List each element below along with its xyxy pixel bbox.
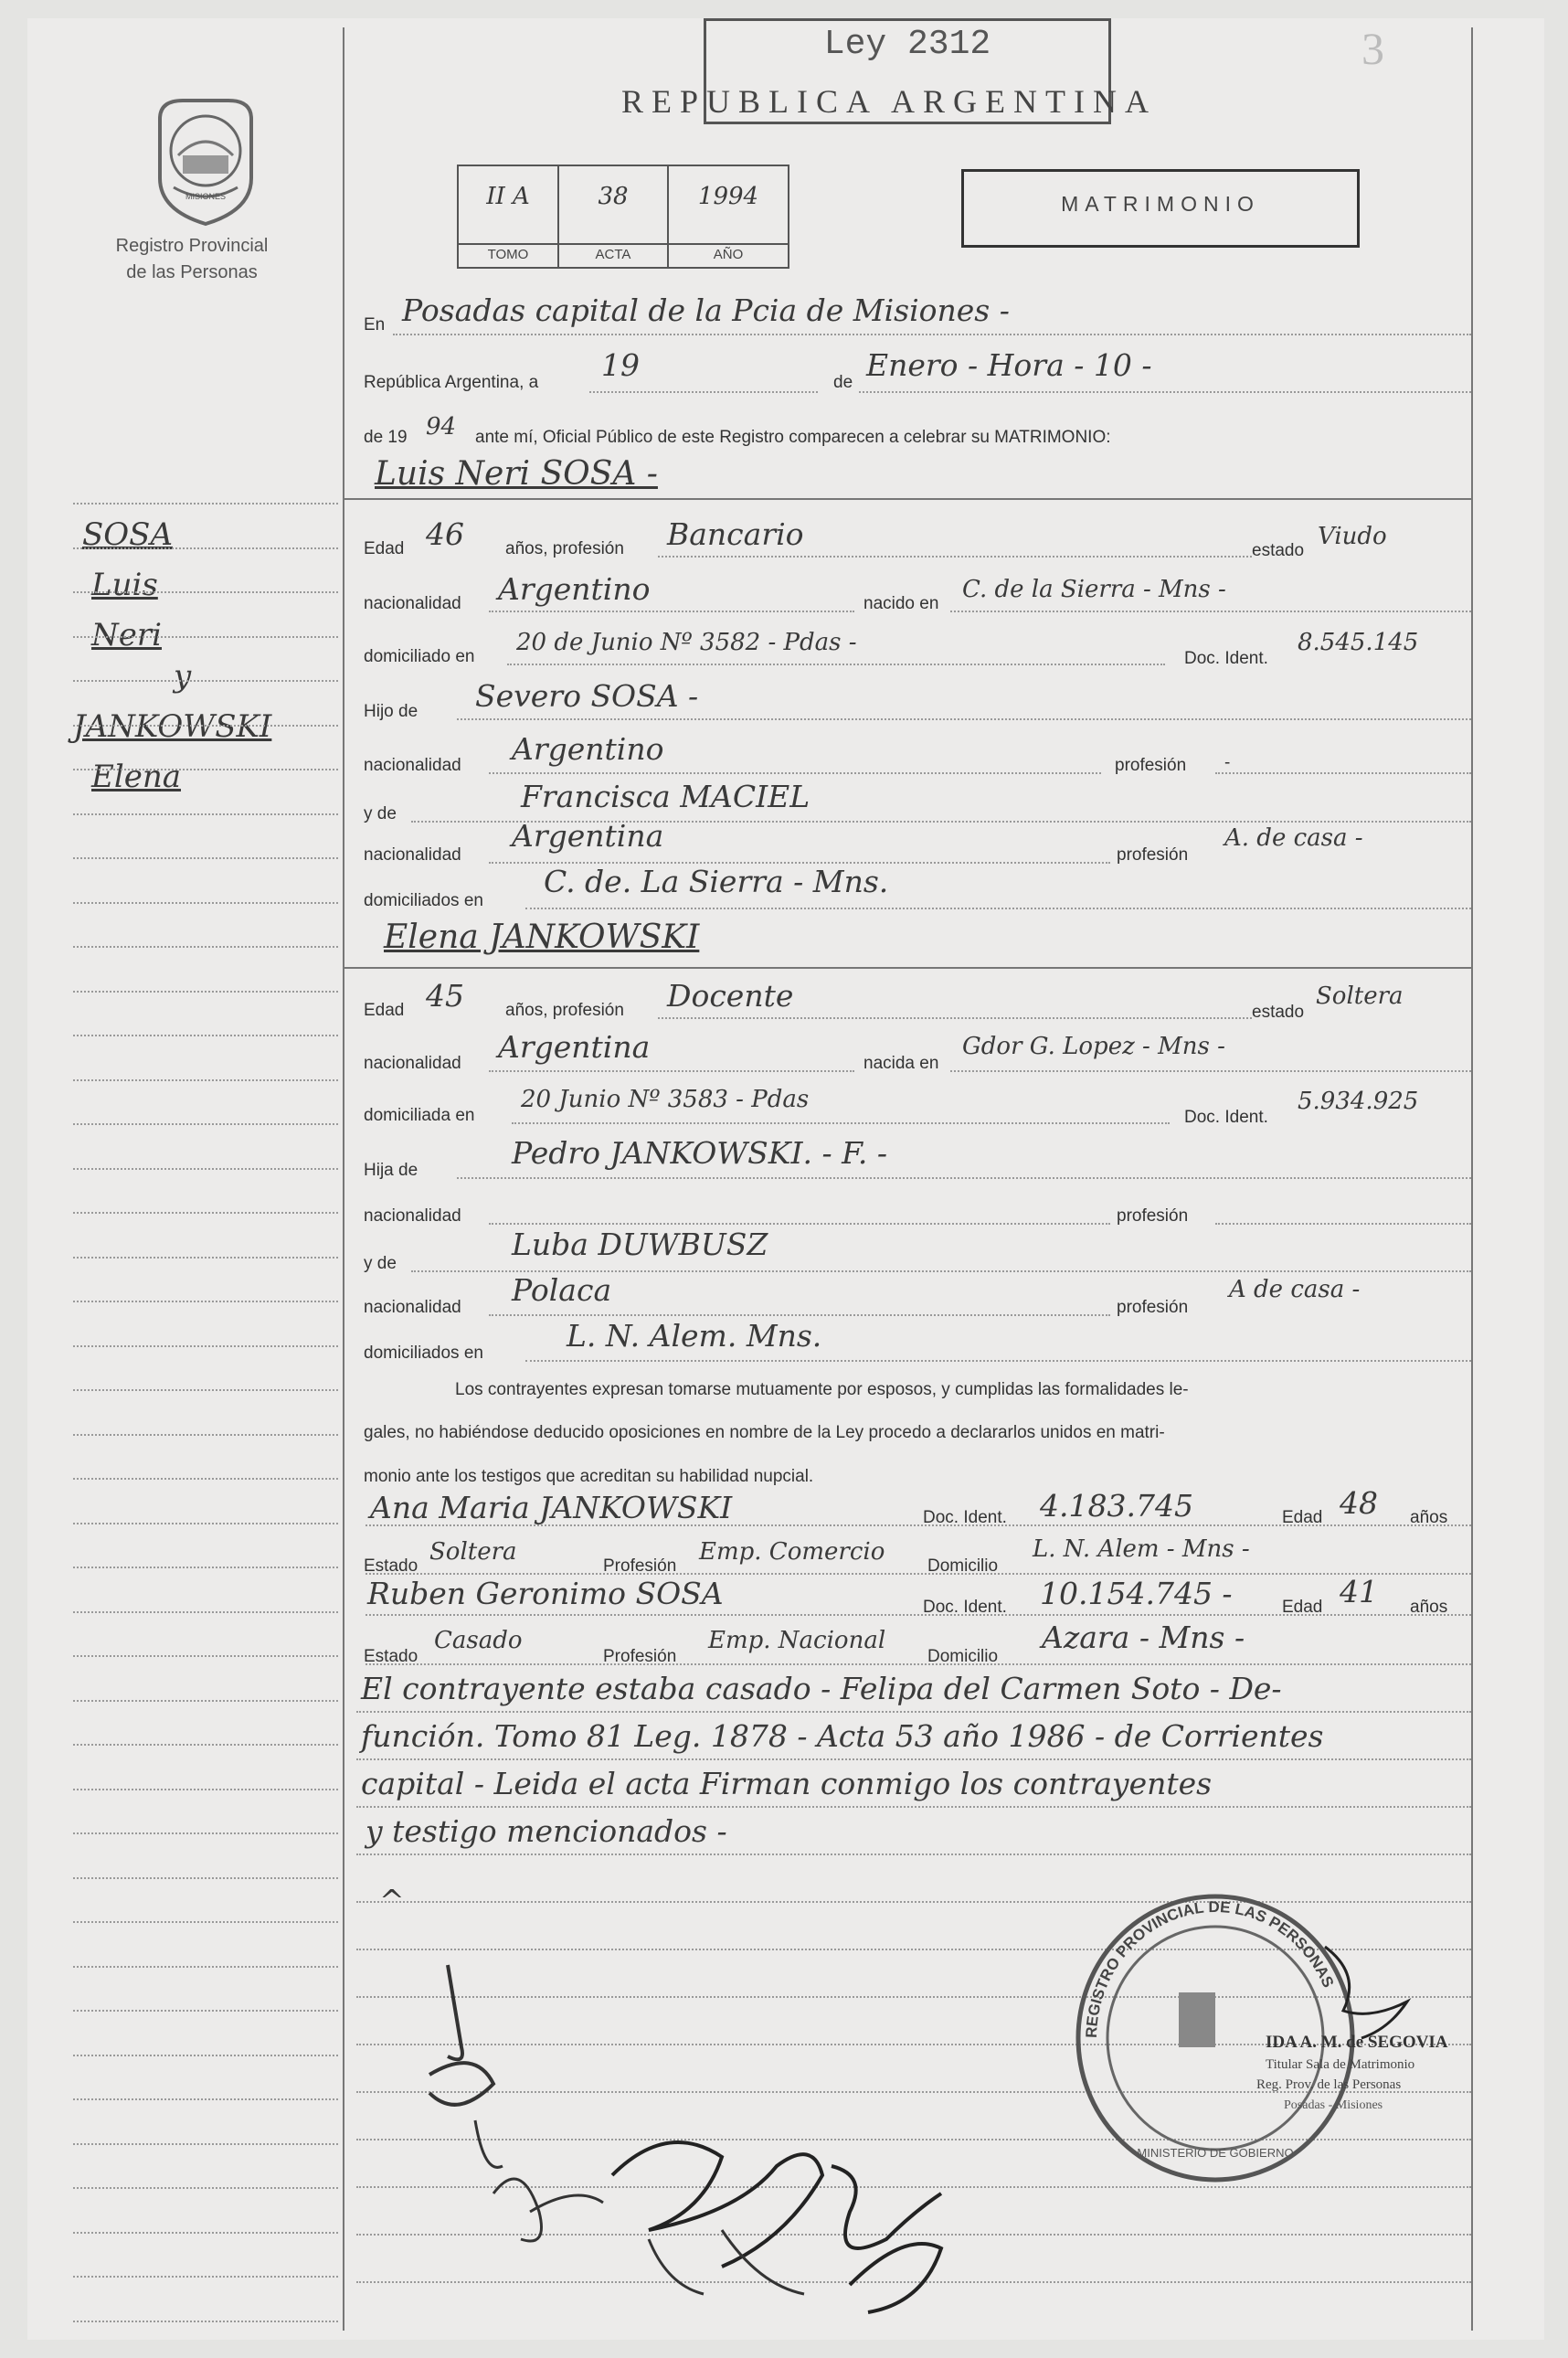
witness1-profesion: Emp. Comercio bbox=[699, 1538, 885, 1566]
margin-ruled-line bbox=[73, 1123, 338, 1125]
groom-mother-nac-label: nacionalidad bbox=[364, 845, 461, 865]
bride-father-line bbox=[457, 1177, 1471, 1179]
groom-father-nac: Argentino bbox=[512, 731, 664, 767]
bride-nacida-line bbox=[950, 1070, 1471, 1072]
bride-parents-dom-label: domiciliados en bbox=[364, 1344, 483, 1363]
margin-ruled-line bbox=[73, 2276, 338, 2278]
margin-ruled-line bbox=[73, 857, 338, 859]
margin-conjunction: y bbox=[174, 658, 192, 695]
note-line-4: y testigo mencionados - bbox=[366, 1813, 727, 1849]
witness2-estado-label: Estado bbox=[364, 1647, 418, 1666]
bride-edad: 45 bbox=[426, 978, 464, 1014]
margin-ruled-line bbox=[73, 1168, 338, 1170]
declaration-line3: monio ante los testigos que acreditan su habilidad nupcial. bbox=[364, 1467, 814, 1486]
witness2-estado: Casado bbox=[434, 1627, 523, 1654]
left-column-rule bbox=[343, 27, 344, 2331]
groom-edad-label: Edad bbox=[364, 539, 405, 558]
groom-father-prof-line bbox=[1215, 772, 1471, 774]
witness2-edad: 41 bbox=[1340, 1574, 1378, 1609]
margin-first-name-groom: Luis bbox=[91, 567, 158, 603]
margin-first-name-bride: Elena bbox=[91, 759, 181, 795]
margin-ruled-line bbox=[73, 902, 338, 904]
witness2-domicilio: Azara - Mns - bbox=[1042, 1620, 1245, 1655]
bride-mother: Luba DUWBUSZ bbox=[512, 1227, 768, 1262]
tomo-cell bbox=[459, 166, 559, 267]
ley-stamp-text: Ley 2312 bbox=[823, 25, 991, 64]
groom-domicilio: 20 de Junio Nº 3582 - Pdas - bbox=[516, 629, 857, 656]
witness1-estado-label: Estado bbox=[364, 1556, 418, 1576]
ano-label: AÑO bbox=[669, 243, 788, 265]
margin-ruled-line bbox=[73, 725, 338, 727]
margin-ruled-line bbox=[73, 1921, 338, 1923]
svg-text:Reg. Prov. de las Personas: Reg. Prov. de las Personas bbox=[1256, 2077, 1402, 2092]
groom-profesion-line bbox=[658, 556, 1252, 558]
bride-doc: 5.934.925 bbox=[1298, 1088, 1419, 1115]
bride-yde-label: y de bbox=[364, 1254, 397, 1273]
appearance-statement: ante mí, Oficial Público de este Registro comparecen a celebrar su MATRIMONIO: bbox=[475, 428, 1111, 447]
bride-doc-label: Doc. Ident. bbox=[1184, 1108, 1268, 1127]
margin-ruled-line bbox=[73, 1523, 338, 1524]
witness2-domicilio-label: Domicilio bbox=[927, 1647, 999, 1666]
declaration-line1: Los contrayentes expresan tomarse mutuamente por esposos, y cumplidas las formalidades le- bbox=[455, 1380, 1189, 1399]
groom-parents-dom-label: domiciliados en bbox=[364, 891, 483, 910]
ano-cell bbox=[669, 166, 788, 267]
witness1-profesion-label: Profesión bbox=[603, 1556, 677, 1576]
day-line bbox=[589, 391, 818, 393]
margin-ruled-line bbox=[73, 1744, 338, 1746]
margin-ruled-line bbox=[73, 2321, 338, 2322]
bride-father: Pedro JANKOWSKI. - F. - bbox=[512, 1135, 887, 1171]
margin-ruled-line bbox=[73, 769, 338, 770]
margin-ruled-line bbox=[73, 946, 338, 948]
ano-value: 1994 bbox=[697, 183, 759, 210]
bride-father-prof-line bbox=[1215, 1223, 1471, 1225]
groom-nacido-label: nacido en bbox=[863, 594, 939, 613]
groom-father-nac-line bbox=[489, 772, 1101, 774]
republica-label: República Argentina, a bbox=[364, 373, 539, 392]
witness2-name: Ruben Geronimo SOSA bbox=[367, 1576, 724, 1611]
note-rule-3 bbox=[356, 1806, 1471, 1808]
groom-parents-dom-line bbox=[525, 908, 1471, 909]
margin-ruled-line bbox=[73, 1966, 338, 1968]
note-rule-2 bbox=[356, 1758, 1471, 1760]
margin-ruled-line bbox=[73, 2232, 338, 2234]
bride-father-nac-label: nacionalidad bbox=[364, 1206, 461, 1226]
margin-surname-groom: SOSA bbox=[82, 516, 174, 553]
margin-ruled-line bbox=[73, 1434, 338, 1436]
tomo-label: TOMO bbox=[459, 243, 557, 265]
groom-father: Severo SOSA - bbox=[475, 678, 699, 714]
witness2-edad-label: Edad bbox=[1282, 1598, 1323, 1617]
bride-anos-profesion-label: años, profesión bbox=[505, 1001, 624, 1020]
tomo-value: II A bbox=[486, 183, 530, 210]
groom-doc: 8.545.145 bbox=[1298, 629, 1419, 656]
svg-text:Titular Sala de Matrimonio: Titular Sala de Matrimonio bbox=[1266, 2057, 1415, 2072]
margin-ruled-line bbox=[73, 1389, 338, 1391]
bride-nacida-en: Gdor G. Lopez - Mns - bbox=[962, 1033, 1225, 1060]
bride-edad-label: Edad bbox=[364, 1001, 405, 1020]
groom-name-line bbox=[343, 498, 1471, 500]
place-value: Posadas capital de la Pcia de Misiones - bbox=[402, 292, 1010, 328]
groom-doc-label: Doc. Ident. bbox=[1184, 649, 1268, 668]
bride-nacionalidad-line bbox=[489, 1070, 854, 1072]
margin-ruled-line bbox=[73, 1079, 338, 1081]
groom-father-nac-label: nacionalidad bbox=[364, 756, 461, 775]
margin-ruled-line bbox=[73, 2098, 338, 2100]
de-label: de bbox=[833, 373, 853, 392]
margin-ruled-line bbox=[73, 636, 338, 638]
note-rule-4 bbox=[356, 1853, 1471, 1855]
matrimonio-box bbox=[961, 169, 1360, 248]
groom-father-prof-label: profesión bbox=[1115, 756, 1187, 775]
groom-nacido-line bbox=[950, 611, 1471, 612]
bride-nacionalidad-label: nacionalidad bbox=[364, 1054, 461, 1073]
bride-name: Elena JANKOWSKI bbox=[384, 919, 700, 956]
en-label: En bbox=[364, 315, 386, 335]
svg-text:IDA A. M. de SEGOVIA: IDA A. M. de SEGOVIA bbox=[1266, 2033, 1448, 2052]
bride-mother-nac-label: nacionalidad bbox=[364, 1298, 461, 1317]
margin-ruled-line bbox=[73, 1567, 338, 1568]
groom-nacionalidad-label: nacionalidad bbox=[364, 594, 461, 613]
signature-caret: ^ bbox=[379, 1883, 405, 1918]
groom-name: Luis Neri SOSA - bbox=[375, 455, 658, 493]
bride-mother-prof-label: profesión bbox=[1117, 1298, 1189, 1317]
month-line bbox=[859, 391, 1471, 393]
day-value: 19 bbox=[601, 347, 640, 383]
groom-nacionalidad: Argentino bbox=[498, 571, 651, 607]
registry-label bbox=[46, 233, 338, 286]
bride-estado-label: estado bbox=[1252, 1003, 1305, 1022]
matrimonio-label: MATRIMONIO bbox=[1061, 192, 1260, 216]
year-prefix: de 19 bbox=[364, 428, 408, 447]
witness2-line2 bbox=[366, 1663, 1471, 1665]
registry-label-line1: Registro Provincial bbox=[115, 236, 269, 256]
witness1-anos-label: años bbox=[1410, 1508, 1448, 1527]
groom-domiciliado-label: domiciliado en bbox=[364, 647, 475, 666]
acta-cell bbox=[559, 166, 669, 267]
witness1-doc: 4.183.745 bbox=[1040, 1488, 1193, 1524]
note-line-1: El contrayente estaba casado - Felipa del Carmen Soto - De- bbox=[361, 1671, 1282, 1706]
margin-ruled-line bbox=[73, 1877, 338, 1879]
witness1-line2 bbox=[366, 1573, 1471, 1575]
margin-ruled-line bbox=[73, 1832, 338, 1834]
bride-domiciliada-label: domiciliada en bbox=[364, 1106, 475, 1125]
margin-ruled-line bbox=[73, 1700, 338, 1702]
margin-ruled-line bbox=[73, 591, 338, 593]
margin-ruled-line bbox=[73, 1035, 338, 1036]
signatures-scribble bbox=[393, 1938, 987, 2321]
svg-text:Posadas - Misiones: Posadas - Misiones bbox=[1284, 2098, 1383, 2112]
groom-father-prof: - bbox=[1224, 753, 1231, 772]
bride-name-line bbox=[343, 967, 1471, 969]
witness1-doc-label: Doc. Ident. bbox=[923, 1508, 1007, 1527]
margin-ruled-line bbox=[73, 1789, 338, 1790]
witness2-profesion: Emp. Nacional bbox=[708, 1627, 886, 1654]
tomo-acta-ano-box bbox=[457, 165, 789, 269]
margin-ruled-line bbox=[73, 547, 338, 549]
right-column-rule bbox=[1471, 27, 1473, 2331]
witness1-line1 bbox=[366, 1524, 1471, 1526]
note-line-2: función. Tomo 81 Leg. 1878 - Acta 53 año 1986 - de Corrientes bbox=[361, 1718, 1324, 1754]
groom-father-line bbox=[457, 718, 1471, 720]
witness2-line1 bbox=[366, 1614, 1471, 1616]
margin-ruled-line bbox=[73, 2010, 338, 2012]
margin-ruled-line bbox=[73, 1478, 338, 1480]
bride-mother-nac-line bbox=[489, 1314, 1110, 1316]
bride-mother-nac: Polaca bbox=[512, 1272, 612, 1308]
registry-label-line2: de las Personas bbox=[126, 262, 258, 282]
witness2-doc-label: Doc. Ident. bbox=[923, 1598, 1007, 1617]
bride-father-nac-line bbox=[489, 1223, 1110, 1225]
margin-ruled-line bbox=[73, 680, 338, 682]
witness2-profesion-label: Profesión bbox=[603, 1647, 677, 1666]
margin-ruled-line bbox=[73, 2143, 338, 2145]
groom-mother: Francisca MACIEL bbox=[521, 779, 810, 814]
bride-father-prof-label: profesión bbox=[1117, 1206, 1189, 1226]
bride-parents-dom: L. N. Alem. Mns. bbox=[567, 1318, 822, 1354]
margin-ruled-line bbox=[73, 503, 338, 505]
witness1-name: Ana Maria JANKOWSKI bbox=[370, 1490, 733, 1525]
groom-profesion: Bancario bbox=[667, 516, 804, 552]
groom-hijo-label: Hijo de bbox=[364, 702, 418, 721]
note-rule-1 bbox=[356, 1711, 1471, 1713]
groom-domicilio-line bbox=[507, 664, 1165, 665]
witness1-domicilio-label: Domicilio bbox=[927, 1556, 999, 1576]
note-line-3: capital - Leida el acta Firman conmigo los contrayentes bbox=[361, 1766, 1213, 1801]
provincial-shield-logo bbox=[146, 91, 265, 228]
witness1-domicilio: L. N. Alem - Mns - bbox=[1033, 1535, 1250, 1563]
margin-surname-bride: JANKOWSKI bbox=[73, 708, 272, 745]
margin-middle-name-groom: Neri bbox=[91, 617, 162, 653]
bride-mother-prof: A de casa - bbox=[1229, 1276, 1361, 1303]
witness1-edad-label: Edad bbox=[1282, 1508, 1323, 1527]
margin-ruled-line bbox=[73, 1345, 338, 1347]
month-hour-value: Enero - Hora - 10 - bbox=[866, 347, 1152, 383]
witness2-doc: 10.154.745 - bbox=[1040, 1576, 1233, 1611]
svg-text:REGISTRO PROVINCIAL DE LAS PER: REGISTRO PROVINCIAL DE LAS PERSONAS bbox=[1082, 1897, 1338, 2039]
margin-ruled-line bbox=[73, 2055, 338, 2056]
groom-estado: Viudo bbox=[1318, 523, 1387, 550]
margin-ruled-line bbox=[73, 1655, 338, 1657]
bride-hija-label: Hija de bbox=[364, 1161, 418, 1180]
margin-ruled-line bbox=[73, 1257, 338, 1259]
margin-ruled-line bbox=[73, 813, 338, 815]
witness1-edad: 48 bbox=[1340, 1485, 1378, 1521]
svg-text:MISIONES: MISIONES bbox=[185, 192, 227, 201]
bride-profesion: Docente bbox=[667, 978, 794, 1014]
certificate-page bbox=[27, 18, 1544, 2340]
place-line bbox=[393, 334, 1471, 335]
bride-nacionalidad: Argentina bbox=[498, 1029, 651, 1065]
bride-parents-dom-line bbox=[525, 1360, 1471, 1362]
groom-mother-prof: A. de casa - bbox=[1224, 824, 1363, 852]
witness1-estado: Soltera bbox=[429, 1538, 517, 1566]
margin-ruled-line bbox=[73, 2187, 338, 2189]
bride-domicilio-line bbox=[512, 1122, 1170, 1124]
margin-ruled-line bbox=[73, 1212, 338, 1214]
groom-parents-dom: C. de. La Sierra - Mns. bbox=[544, 864, 889, 899]
bride-profesion-line bbox=[658, 1017, 1252, 1019]
groom-nacionalidad-line bbox=[489, 611, 854, 612]
groom-estado-label: estado bbox=[1252, 541, 1305, 560]
bride-nacida-label: nacida en bbox=[863, 1054, 939, 1073]
republica-heading: REPUBLICA ARGENTINA bbox=[621, 83, 1158, 120]
bride-estado: Soltera bbox=[1316, 982, 1404, 1010]
margin-ruled-line bbox=[73, 1611, 338, 1613]
year-suffix: 94 bbox=[426, 413, 457, 441]
bride-domicilio: 20 Junio Nº 3583 - Pdas bbox=[521, 1086, 810, 1113]
official-seal bbox=[1060, 1892, 1471, 2193]
margin-ruled-line bbox=[73, 991, 338, 993]
acta-value: 38 bbox=[598, 183, 629, 210]
groom-anos-profesion-label: años, profesión bbox=[505, 539, 624, 558]
declaration-line2: gales, no habiéndose deducido oposiciones en nombre de la Ley procedo a declararlos unidos en matri- bbox=[364, 1423, 1165, 1442]
groom-nacido-en: C. de la Sierra - Mns - bbox=[962, 576, 1226, 603]
margin-ruled-line bbox=[73, 1301, 338, 1302]
groom-edad: 46 bbox=[426, 516, 464, 552]
groom-yde-label: y de bbox=[364, 804, 397, 823]
svg-text:MINISTERIO DE GOBIERNO: MINISTERIO DE GOBIERNO bbox=[1137, 2146, 1294, 2160]
groom-mother-nac: Argentina bbox=[512, 818, 664, 854]
witness2-anos-label: años bbox=[1410, 1598, 1448, 1617]
acta-label: ACTA bbox=[559, 243, 667, 265]
groom-mother-prof-label: profesión bbox=[1117, 845, 1189, 865]
page-number: 3 bbox=[1361, 23, 1384, 74]
